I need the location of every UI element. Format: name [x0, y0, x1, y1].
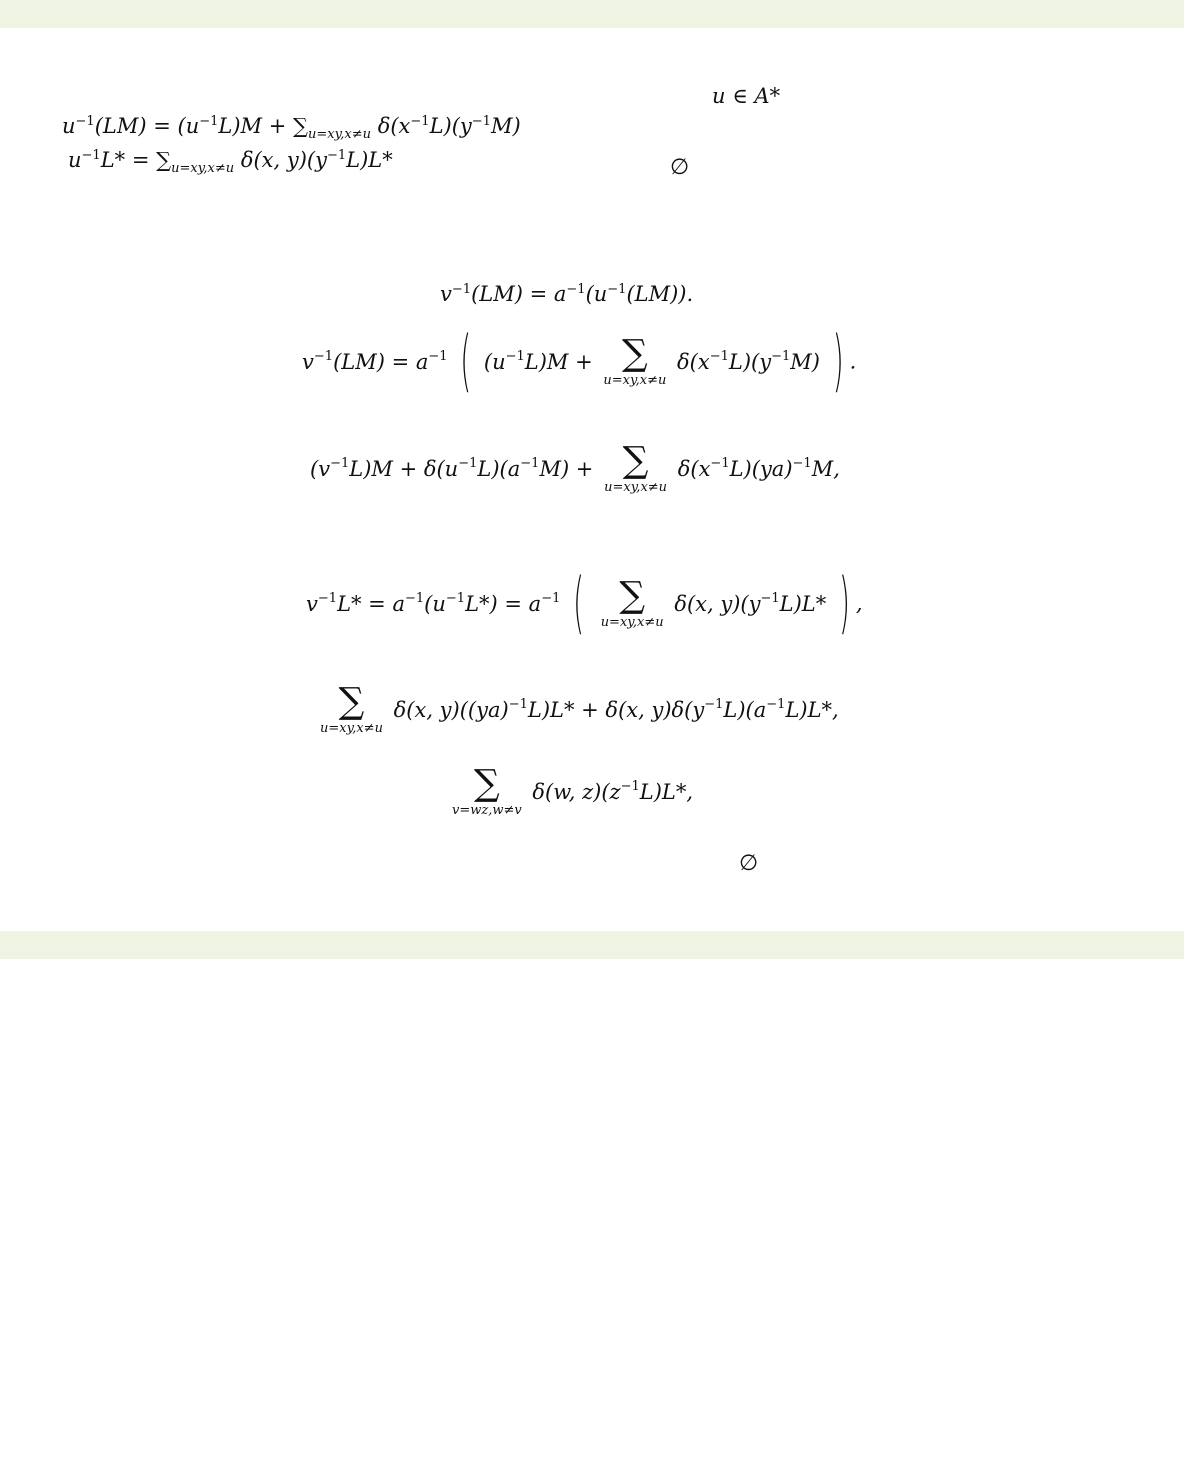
equation-6: ∑ v=wz,w≠v δ(w, $z)(z^{-1}L)L*$,: [452, 763, 694, 818]
summation: ∑ u=xy,x≠u: [603, 333, 667, 388]
equation-1: $v^{-1}(LM) = a^{-1}(u^{-1}(LM))$.: [440, 281, 694, 306]
equation-5: ∑ u=xy,x≠u δ(x, y)((ya)$^{-1}$L)L* + δ(x, $y)\delta(y^{-1}L)(a^{-1}L)L*$,: [320, 681, 839, 736]
empty-set-symbol: ∅: [670, 155, 690, 180]
summation: ∑ u=xy,x≠u: [320, 681, 383, 736]
formula-aside-u-in-astar: u ∈ A*: [712, 84, 781, 108]
equation-4: $v^{-1}L* = a^{-1}(u^{-1}L*) = a^{-1}$ ( ∑ u=xy,x≠u δ(x, $y)(y^{-1}L)L*$ ) ,: [306, 563, 863, 643]
formula-inline-2: $u^{-1}L* = \sum_{u=xy,x\ne u}$ δ(x, $y)(y^{-1}L)L*$: [68, 147, 393, 176]
summation: ∑ u=xy,x≠u: [604, 440, 668, 495]
formula-inline-1: $u^{-1}(LM) = (u^{-1}L)M + \sum_{u=xy,x\ne u}$ $\delta(x^{-1}L)(y^{-1}M)$: [62, 113, 521, 142]
equation-2: $v^{-1}(LM) = a^{-1}$ ( $(u^{-1}L)M$ + ∑ u=xy,x≠u $\delta(x^{-1}L)(y^{-1}M)$ ) .: [302, 321, 857, 401]
summation: ∑ v=wz,w≠v: [452, 763, 522, 818]
empty-set-symbol: ∅: [739, 851, 759, 876]
top-band: [0, 0, 1184, 28]
bottom-band: [0, 931, 1184, 959]
summation: ∑ u=xy,x≠u: [600, 575, 664, 630]
equation-3: $(v^{-1}L)M + \delta(u^{-1}L)(a^{-1}M)$ + ∑ u=xy,x≠u $\delta(x^{-1}L)(ya)^{-1}M$,: [310, 440, 840, 495]
